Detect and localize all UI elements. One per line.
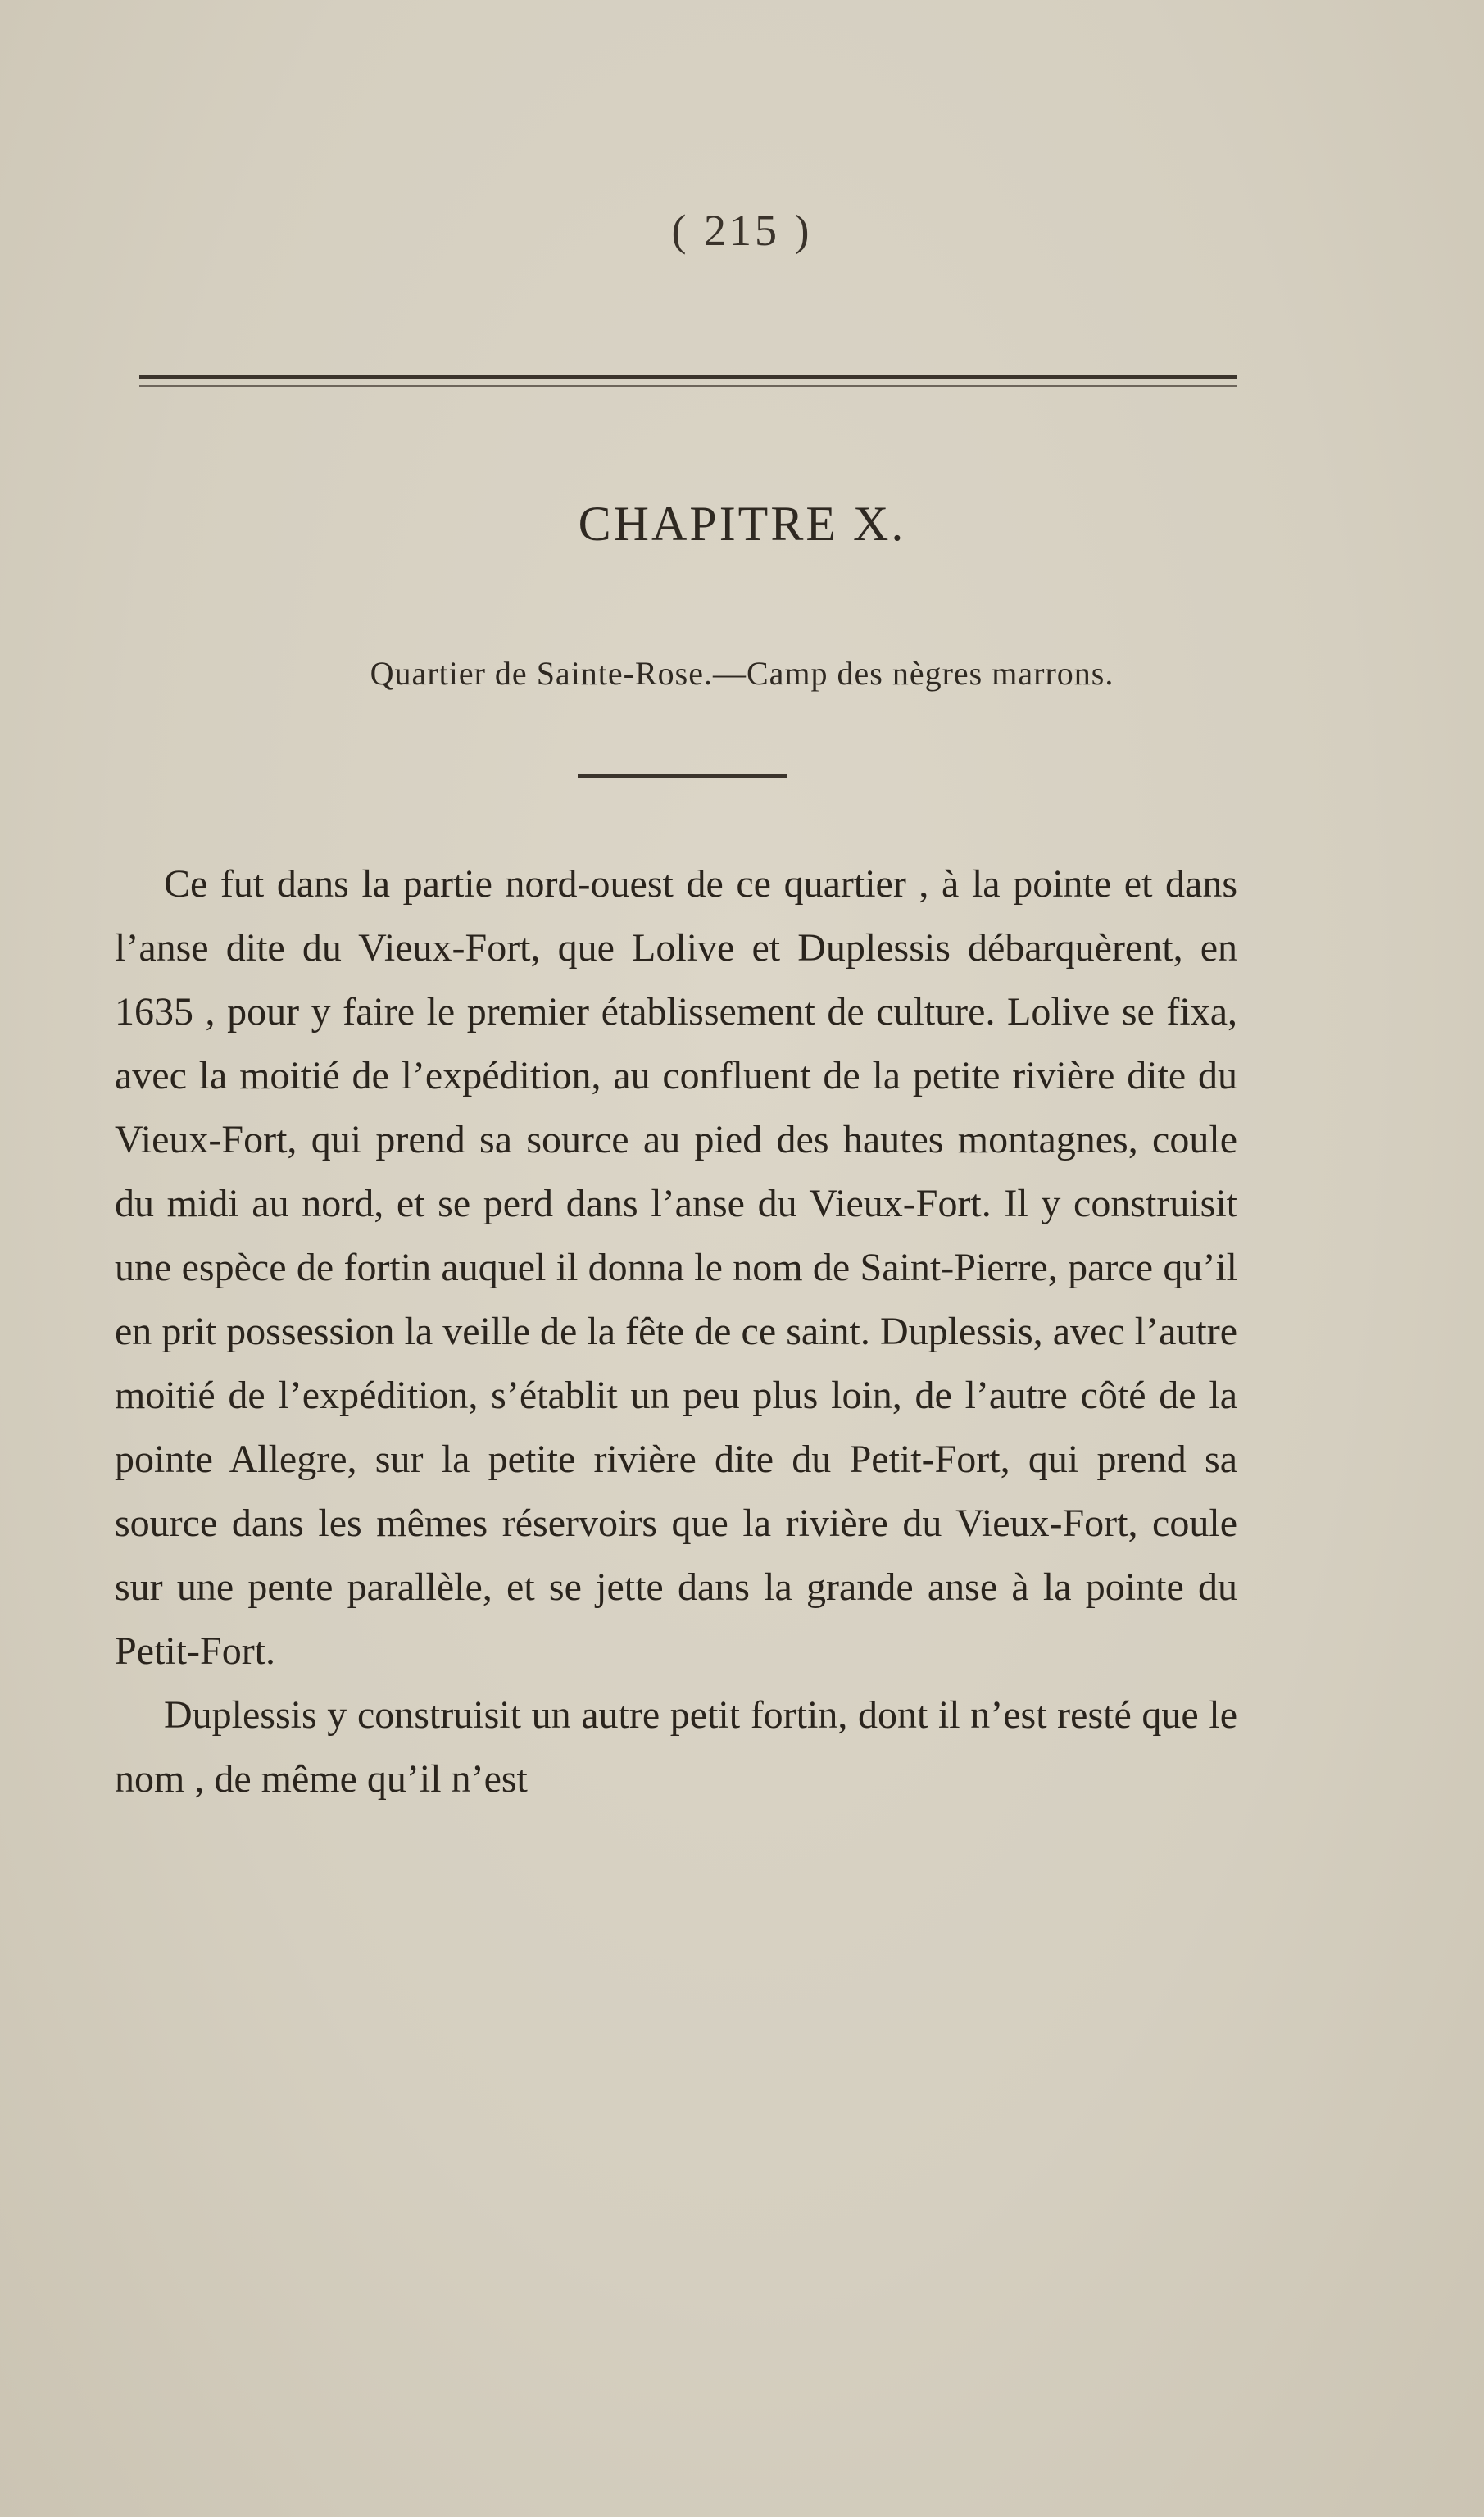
body-text xyxy=(115,852,1237,1811)
section-divider xyxy=(578,774,787,778)
header-rule-thin xyxy=(139,385,1237,387)
page-number: ( 215 ) xyxy=(671,206,813,255)
chapter-title: CHAPITRE X. xyxy=(578,497,906,551)
chapter-subtitle: Quartier de Sainte-Rose.—Camp des nègres marrons. xyxy=(370,655,1114,692)
header-rule-thick xyxy=(139,375,1237,379)
paragraph-2: Duplessis y construisit un autre petit fortin, dont il n’est resté que le nom , de même qu’il n’est xyxy=(115,1693,1237,1801)
paragraph-1: Ce fut dans la partie nord-ouest de ce quartier , à la pointe et dans l’anse dite du Vieux-Fort, que Lolive et Duplessis débarquèrent, en 1635 , pour y faire le premier établissement de culture. Lolive se fixa, avec la moitié de l’expédition, au confluent de la petite rivière dite du Vieux-Fort, qui prend sa source au pied des hautes montagnes, coule du midi au nord, et se perd dans l’anse du Vieux-Fort. Il y construisit une espèce de fortin auquel il donna le nom de Saint-Pierre, parce qu’il en prit possession la veille de la fête de ce saint. Duplessis, avec l’autre moitié de l’expédition, s’établit un peu plus loin, de l’autre côté de la pointe Allegre, sur la petite rivière dite du Petit-Fort, qui prend sa source dans les mêmes réservoirs que la rivière du Vieux-Fort, coule sur une pente parallèle, et se jette dans la grande anse à la pointe du Petit-Fort. xyxy=(115,862,1237,1673)
